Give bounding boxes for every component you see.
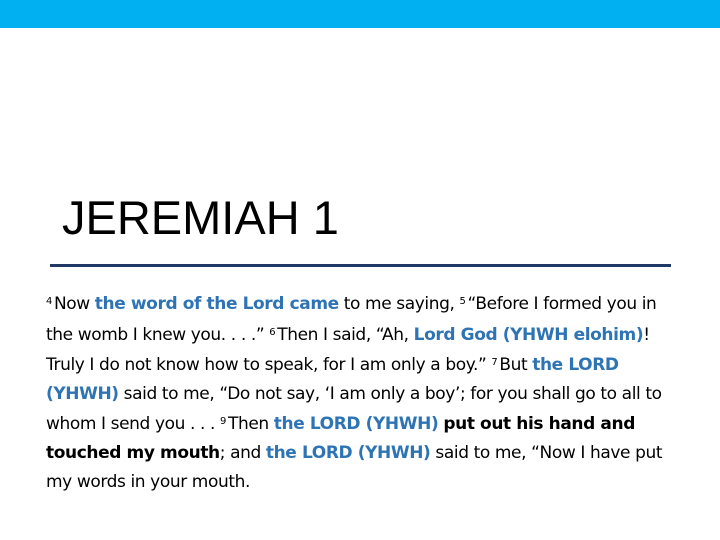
passage-text-segment: said to me, “Do not say, ‘I am only a boy’; for you shall go to all to whom I send you . . . <box>46 383 662 435</box>
highlighted-phrase: the LORD (YHWH) <box>273 414 439 435</box>
passage-text-segment: “Before I formed you in the womb I knew you. . . .” <box>46 294 657 345</box>
verse-number: 4 <box>46 296 52 307</box>
highlighted-phrase: the LORD (YHWH) <box>46 355 619 404</box>
verse-number: 6 <box>269 326 276 338</box>
highlighted-phrase: the word of the Lord came <box>94 294 339 314</box>
slide-title: JEREMIAH 1 <box>62 191 339 244</box>
highlighted-phrase: Lord God (YHWH elohim) <box>413 324 644 345</box>
top-accent-bar <box>0 0 720 28</box>
passage-text-segment: said to me, “Now I have put my words in your mouth. <box>46 442 663 492</box>
passage-text-segment: But <box>499 355 533 376</box>
title-underline <box>50 264 671 267</box>
scripture-passage <box>46 288 666 496</box>
highlighted-phrase: the LORD (YHWH) <box>265 442 431 463</box>
passage-paragraph <box>46 288 666 496</box>
passage-text-segment: Then I said, “Ah, <box>277 324 414 345</box>
verse-number: 7 <box>491 357 498 369</box>
passage-text-segment: ! Truly I do not know how to speak, for I am only a boy.” <box>46 324 650 376</box>
passage-text-segment: to me saying, <box>338 294 460 314</box>
emphasized-phrase: put out his hand and touched my mouth <box>46 414 635 463</box>
verse-number: 9 <box>220 416 226 428</box>
verse-number: 5 <box>459 296 466 307</box>
passage-text-segment: Now <box>53 294 95 314</box>
passage-text-segment: ; and <box>219 442 266 463</box>
passage-text-segment: Then <box>227 414 274 435</box>
